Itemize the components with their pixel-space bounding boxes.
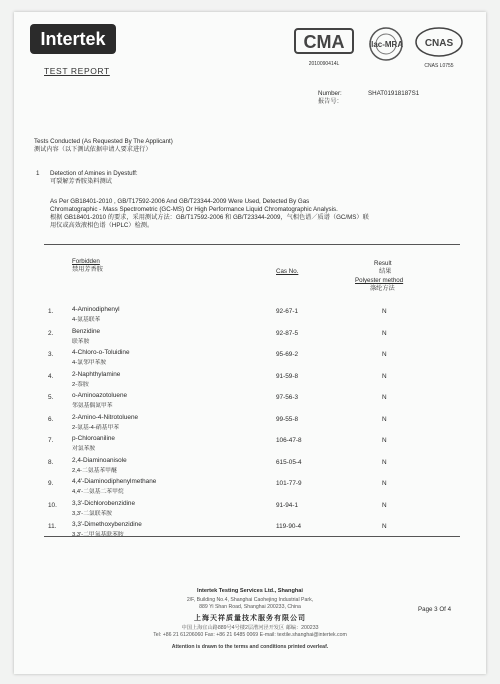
page-number: Page 3 Of 4 — [418, 606, 452, 613]
cas-number: 91-94-1 — [276, 501, 299, 509]
table-row — [44, 414, 464, 434]
amine-name: 2-Amino-4-Nitrotoluene — [72, 413, 139, 421]
result-value: N — [382, 415, 387, 423]
cas-number: 615-05-4 — [276, 458, 302, 466]
row-number: 7. — [48, 437, 54, 444]
intertek-logo: Intertek — [30, 24, 116, 54]
result-value: N — [382, 372, 387, 380]
method-line-1: As Per GB18401-2010 , GB/T17592-2006 And GB/T23344-2009 Were Used, Detected By Gas — [50, 198, 310, 205]
number-label-zh: 报告号： — [318, 98, 343, 105]
cnas-mark — [414, 26, 464, 72]
footer-notice: Attention is drawn to the terms and conditions printed overleaf. — [171, 644, 329, 650]
cas-number: 101-77-9 — [276, 480, 302, 487]
row-number: 8. — [48, 458, 54, 466]
svg-text:ilac-MRA: ilac-MRA — [368, 40, 404, 49]
row-number: 2. — [48, 329, 54, 337]
footer-company: Intertek Testing Services Ltd., Shanghai — [197, 588, 303, 594]
amine-name: 2-Naphthylamine — [72, 370, 121, 378]
row-number: 4. — [48, 372, 54, 380]
amine-name: 4-Chloro-o-Toluidine — [72, 349, 130, 356]
cas-number: 95-69-2 — [276, 351, 299, 358]
amine-name-zh: 4-氯邻甲苯胺 — [72, 360, 107, 366]
amine-name-zh: 4,4'-二氨基二苯甲烷 — [72, 489, 124, 495]
table-row — [44, 392, 464, 412]
row-number: 1. — [48, 308, 54, 315]
item-title: Detection of Amines in Dyestuff: — [50, 170, 138, 177]
amine-name-zh: 3,3'-二氯联苯胺 — [72, 510, 113, 517]
col-method-zh: 涤纶方法 — [370, 285, 395, 292]
row-number: 10. — [48, 501, 57, 509]
result-value: N — [382, 458, 387, 466]
row-number: 6. — [48, 415, 54, 423]
table-top-rule — [44, 244, 460, 245]
col-result: Result — [374, 260, 392, 267]
result-value: N — [382, 394, 387, 401]
result-value: N — [382, 308, 387, 315]
section-title: Tests Conducted (As Requested By The Applicant) — [34, 138, 173, 145]
cas-number: 119-90-4 — [276, 523, 302, 530]
amine-name-zh: 4-氨基联苯 — [72, 317, 101, 323]
cas-number: 92-67-1 — [276, 308, 299, 315]
number-label: Number: — [318, 90, 342, 97]
amine-name: 2,4-Diaminoanisole — [72, 456, 127, 464]
test-report-label: TEST REPORT — [44, 66, 110, 76]
svg-text:CNAS: CNAS — [424, 38, 454, 49]
amine-name-zh: 3,3'-二甲氧基联苯胺 — [72, 532, 124, 538]
amine-name-zh: 对氯苯胺 — [72, 446, 96, 452]
cas-number: 99-55-8 — [276, 415, 299, 423]
amine-name-zh: 邻氨基偶氮甲苯 — [72, 403, 113, 409]
cma-code: 2010090414L — [308, 61, 340, 67]
item-title-zh: 可裂解芳香胺染料测试 — [50, 178, 112, 185]
col-forbidden: Forbidden — [72, 258, 100, 265]
amine-name: 3,3'-Dimethoxybenzidine — [72, 521, 142, 528]
result-value: N — [382, 501, 387, 509]
cas-number: 97-56-3 — [276, 394, 299, 401]
amine-name: 4-Aminodiphenyl — [72, 306, 120, 313]
table-row — [44, 521, 464, 541]
method-line-4: 用仪或高效液相色谱（HPLC）检测。 — [50, 222, 154, 229]
table-row — [44, 349, 464, 369]
amine-name: 4,4'-Diaminodiphenylmethane — [72, 478, 157, 485]
table-bottom-rule — [44, 536, 460, 537]
row-number: 9. — [48, 480, 54, 487]
table-row — [44, 328, 464, 348]
amine-name-zh: 2,4-二氨基苯甲醚 — [72, 467, 117, 474]
item-number: 1 — [36, 170, 40, 177]
amine-name-zh: 2-氨基-4-硝基甲苯 — [72, 424, 120, 431]
row-number: 11. — [48, 523, 57, 530]
table-row — [44, 306, 464, 326]
amine-name: Benzidine — [72, 327, 101, 335]
table-row — [44, 500, 464, 520]
amine-name: p-Chloroaniline — [72, 435, 115, 442]
method-line-2: Chromatographic - Mass Spectrometric (GC-MS) Or High Performance Liquid Chromatographic Analysis. — [50, 206, 338, 213]
result-value: N — [382, 480, 387, 487]
footer-address-1: 2/F, Building No.4, Shanghai Caohejing Industrial Park, — [186, 597, 314, 603]
method-line-3: 根据 GB18401-2010 的要求，采用测试方法：GB/T17592-2006 和 GB/T23344-2009，气相色谱／质谱（GC/MS）联 — [50, 214, 369, 221]
section-title-zh: 测试内容（以下测试依据申请人要求进行） — [34, 146, 152, 153]
table-row — [44, 457, 464, 477]
footer-address-2: 889 Yi Shan Road, Shanghai 200233, China — [199, 604, 301, 610]
cma-mark — [294, 26, 354, 67]
row-number: 3. — [48, 351, 54, 358]
result-value: N — [382, 329, 387, 337]
result-value: N — [382, 351, 387, 358]
col-forbidden-zh: 禁用芳香胺 — [72, 266, 103, 273]
footer-address-zh: 中国上海宜山路889号4号楼2层漕河泾开发区 邮编：200233 — [181, 625, 319, 631]
footer-company-zh: 上海天祥质量技术服务有限公司 — [194, 615, 306, 622]
report-number: SHAT01918187S1 — [368, 90, 420, 97]
cas-number: 106-47-8 — [276, 437, 302, 444]
footer-contact: Tel: +86 21 61206060 Fax: +86 21 6485 0069 E-mail: textile.shanghai@intertek.com — [153, 632, 347, 638]
table-row — [44, 478, 464, 498]
cas-number: 92-87-5 — [276, 329, 299, 337]
amine-name: o-Aminoazotoluene — [72, 392, 128, 399]
svg-text:CMA: CMA — [303, 32, 345, 52]
amine-name-zh: 联苯胺 — [72, 338, 90, 345]
result-value: N — [382, 523, 387, 530]
col-result-zh: 结果 — [379, 268, 392, 275]
col-cas: Cas No. — [276, 268, 299, 275]
result-value: N — [382, 437, 387, 444]
table-row — [44, 371, 464, 391]
cas-number: 91-59-8 — [276, 372, 299, 380]
amine-name: 3,3'-Dichlorobenzidine — [72, 499, 136, 507]
ilac-mra-mark — [360, 26, 412, 66]
cnas-code: CNAS L0755 — [424, 63, 454, 69]
row-number: 5. — [48, 394, 54, 401]
table-row — [44, 435, 464, 455]
col-method: Polyester method — [355, 277, 404, 284]
amine-name-zh: 2-萘胺 — [72, 381, 89, 388]
